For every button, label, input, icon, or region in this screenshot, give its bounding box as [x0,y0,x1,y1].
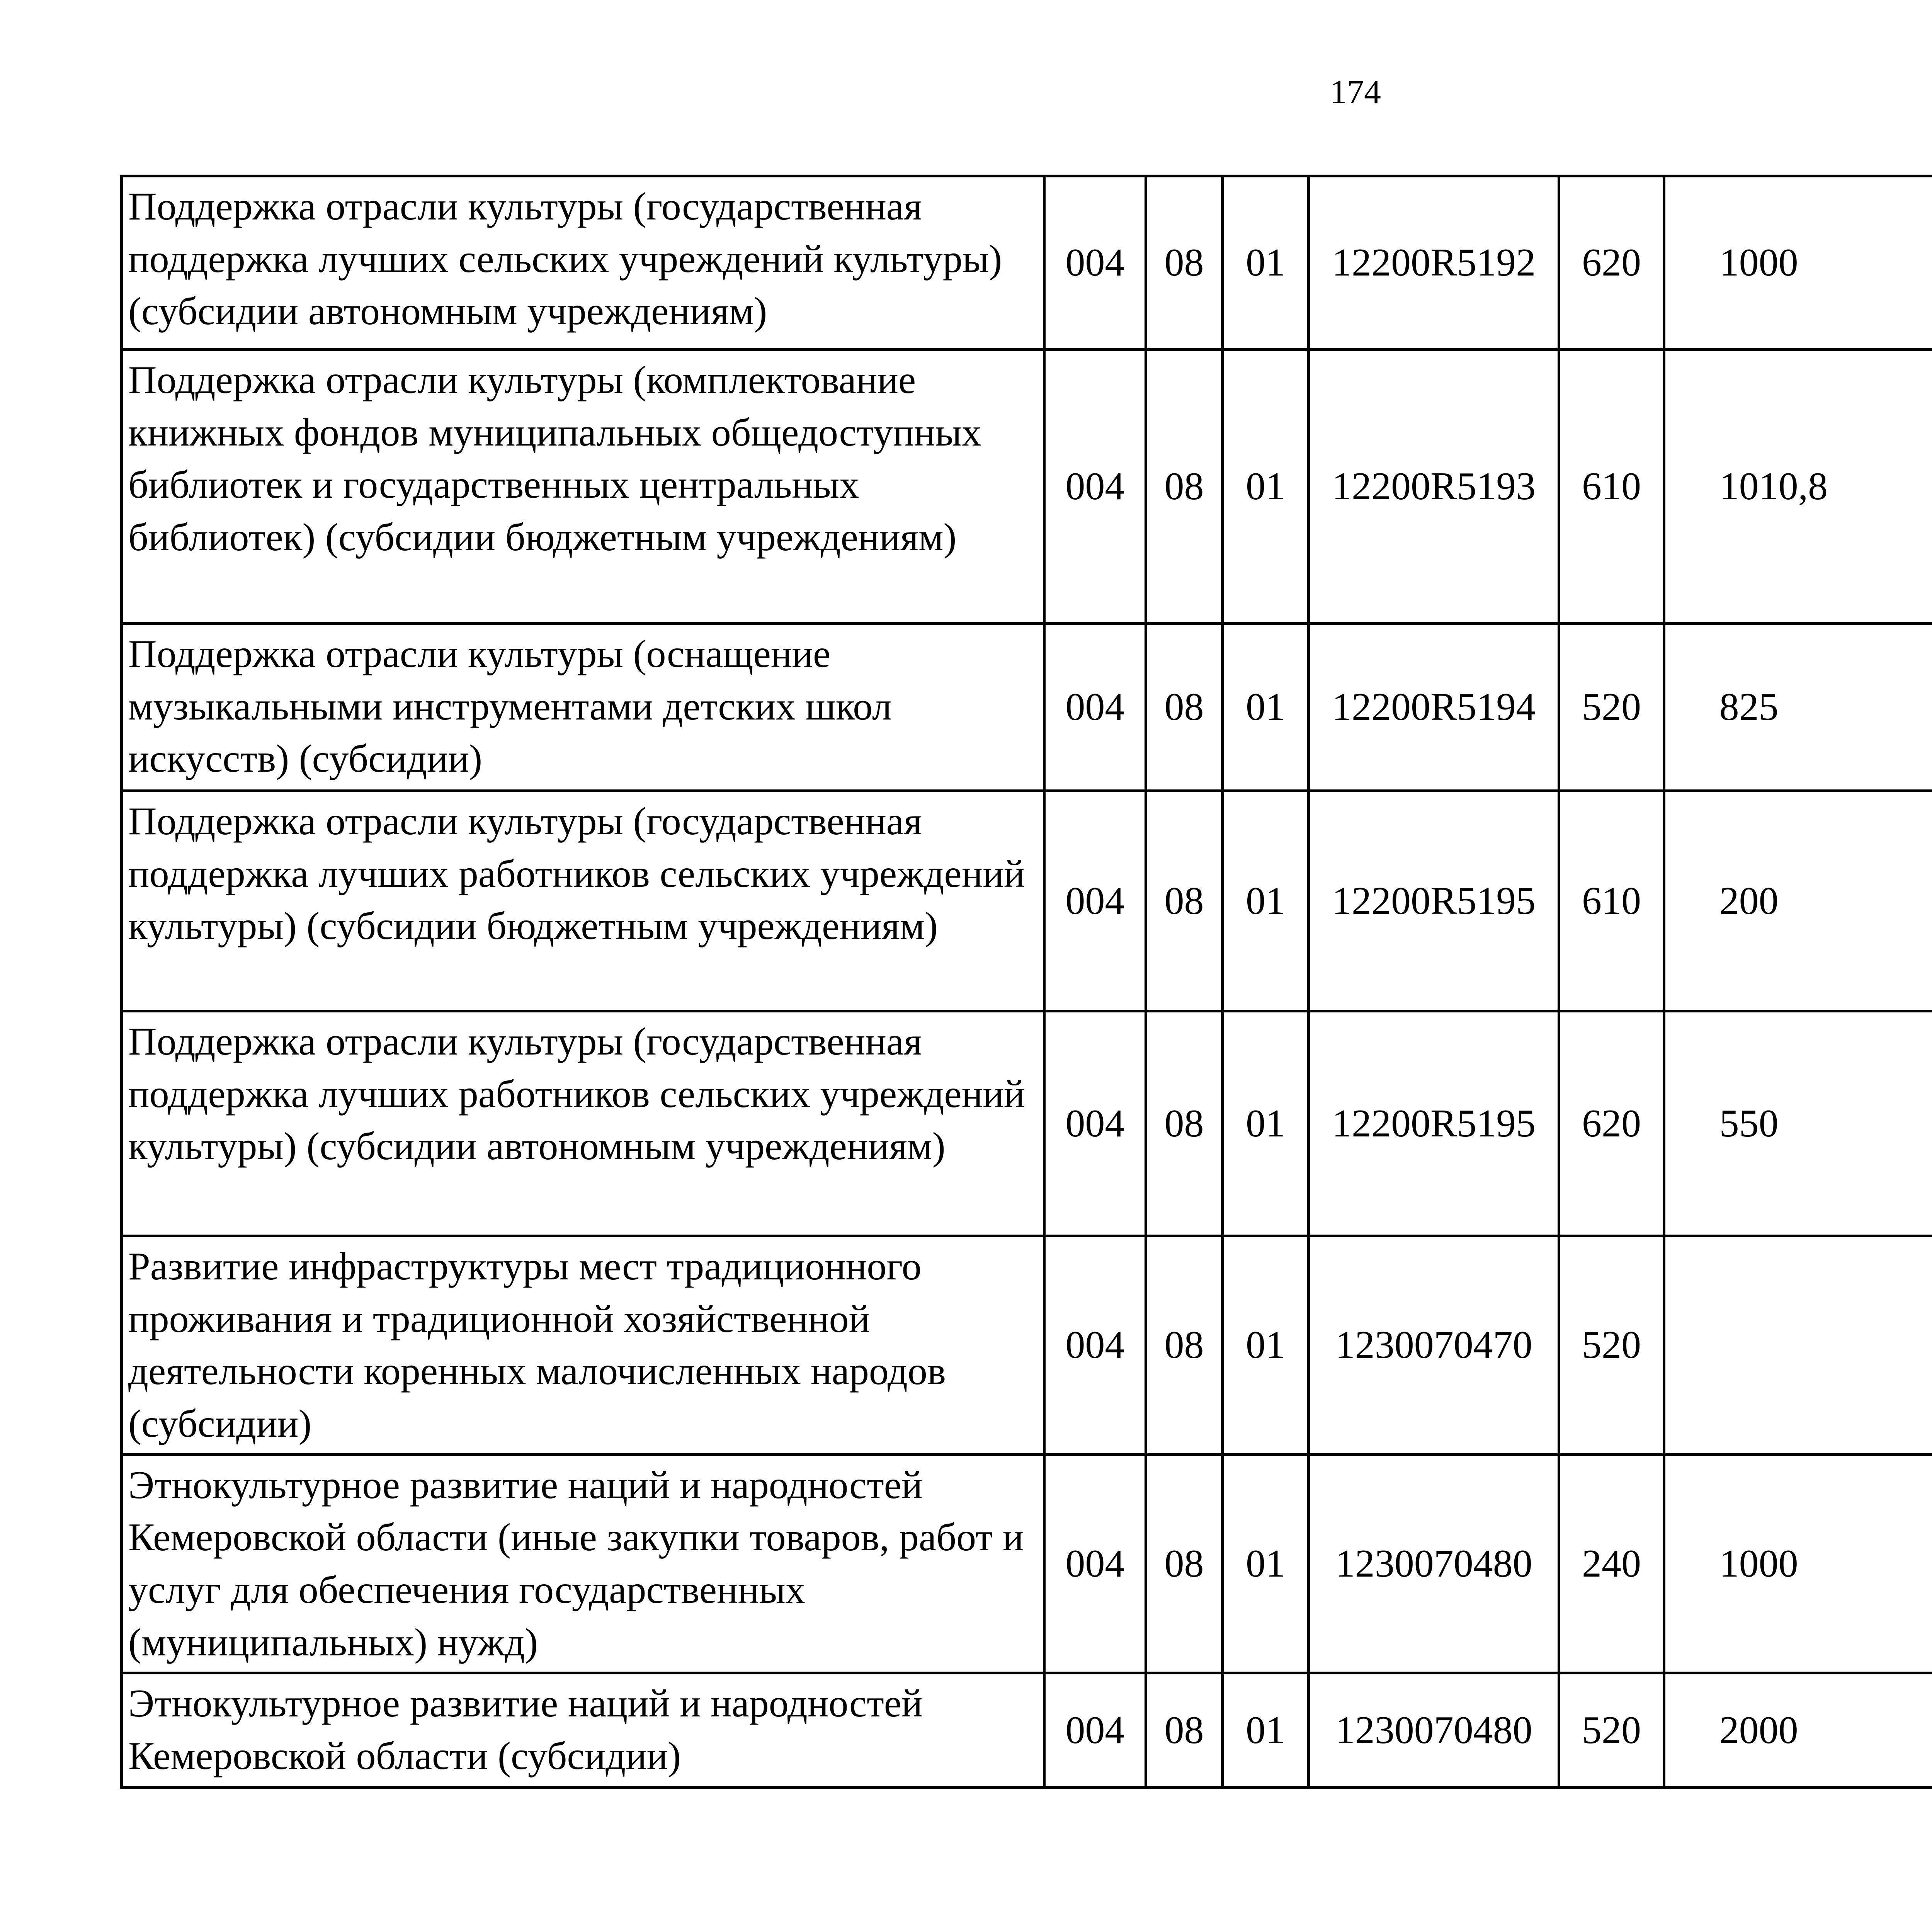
section-code: 08 [1146,1673,1223,1788]
amount-year-1 [1664,1236,1932,1455]
subsection-code: 01 [1223,176,1309,350]
amount-year-1: 2000 [1664,1673,1932,1788]
ved-code: 004 [1044,1673,1146,1788]
section-code: 08 [1146,176,1223,350]
target-article-code: 12200R5192 [1309,176,1559,350]
section-code: 08 [1146,350,1223,624]
ved-code: 004 [1044,1454,1146,1673]
amount-year-1: 1000 [1664,1454,1932,1673]
row-name: Поддержка отрасли культуры (государственная поддержка лучших работников сельских учреждений культуры) (субсидии автономным учреждениям) [122,1011,1044,1236]
table-row [122,176,1932,350]
expense-type-code: 610 [1559,791,1664,1011]
expense-type-code: 520 [1559,1673,1664,1788]
table-row [122,1011,1932,1236]
subsection-code: 01 [1223,624,1309,791]
subsection-code: 01 [1223,1011,1309,1236]
ved-code: 004 [1044,791,1146,1011]
table-row [122,1454,1932,1673]
section-code: 08 [1146,1011,1223,1236]
budget-table [120,175,1932,1789]
table-row [122,350,1932,624]
row-name: Поддержка отрасли культуры (государственная поддержка лучших сельских учреждений культуры) (субсидии автономным учреждениям) [122,176,1044,350]
target-article-code: 1230070470 [1309,1236,1559,1455]
expense-type-code: 520 [1559,1236,1664,1455]
target-article-code: 1230070480 [1309,1673,1559,1788]
section-code: 08 [1146,1236,1223,1455]
row-name: Поддержка отрасли культуры (оснащение музыкальными инструментами детских школ искусств) (субсидии) [122,624,1044,791]
section-code: 08 [1146,791,1223,1011]
amount-year-1: 200 [1664,791,1932,1011]
section-code: 08 [1146,1454,1223,1673]
subsection-code: 01 [1223,1236,1309,1455]
target-article-code: 12200R5195 [1309,791,1559,1011]
target-article-code: 12200R5194 [1309,624,1559,791]
ved-code: 004 [1044,1011,1146,1236]
row-name: Поддержка отрасли культуры (государственная поддержка лучших работников сельских учреждений культуры) (субсидии бюджетным учреждениям) [122,791,1044,1011]
subsection-code: 01 [1223,350,1309,624]
subsection-code: 01 [1223,1454,1309,1673]
target-article-code: 1230070480 [1309,1454,1559,1673]
expense-type-code: 620 [1559,176,1664,350]
expense-type-code: 520 [1559,624,1664,791]
table-row [122,1673,1932,1788]
ved-code: 004 [1044,350,1146,624]
amount-year-1: 825 [1664,624,1932,791]
table-row [122,1236,1932,1455]
page-number: 174 [1330,73,1381,111]
subsection-code: 01 [1223,1673,1309,1788]
amount-year-1: 1000 [1664,176,1932,350]
expense-type-code: 610 [1559,350,1664,624]
expense-type-code: 620 [1559,1011,1664,1236]
expense-type-code: 240 [1559,1454,1664,1673]
table-row [122,624,1932,791]
target-article-code: 12200R5193 [1309,350,1559,624]
amount-year-1: 1010,8 [1664,350,1932,624]
table-row [122,791,1932,1011]
row-name: Этнокультурное развитие наций и народностей Кемеровской области (субсидии) [122,1673,1044,1788]
ved-code: 004 [1044,1236,1146,1455]
section-code: 08 [1146,624,1223,791]
subsection-code: 01 [1223,791,1309,1011]
row-name: Развитие инфраструктуры мест традиционного проживания и традиционной хозяйственной деятельности коренных малочисленных народов (субсидии) [122,1236,1044,1455]
amount-year-1: 550 [1664,1011,1932,1236]
ved-code: 004 [1044,176,1146,350]
ved-code: 004 [1044,624,1146,791]
row-name: Поддержка отрасли культуры (комплектование книжных фондов муниципальных общедоступных библиотек и государственных центральных библиотек) (субсидии бюджетным учреждениям) [122,350,1044,624]
row-name: Этнокультурное развитие наций и народностей Кемеровской области (иные закупки товаров, работ и услуг для обеспечения государственных (муниципальных) нужд) [122,1454,1044,1673]
target-article-code: 12200R5195 [1309,1011,1559,1236]
